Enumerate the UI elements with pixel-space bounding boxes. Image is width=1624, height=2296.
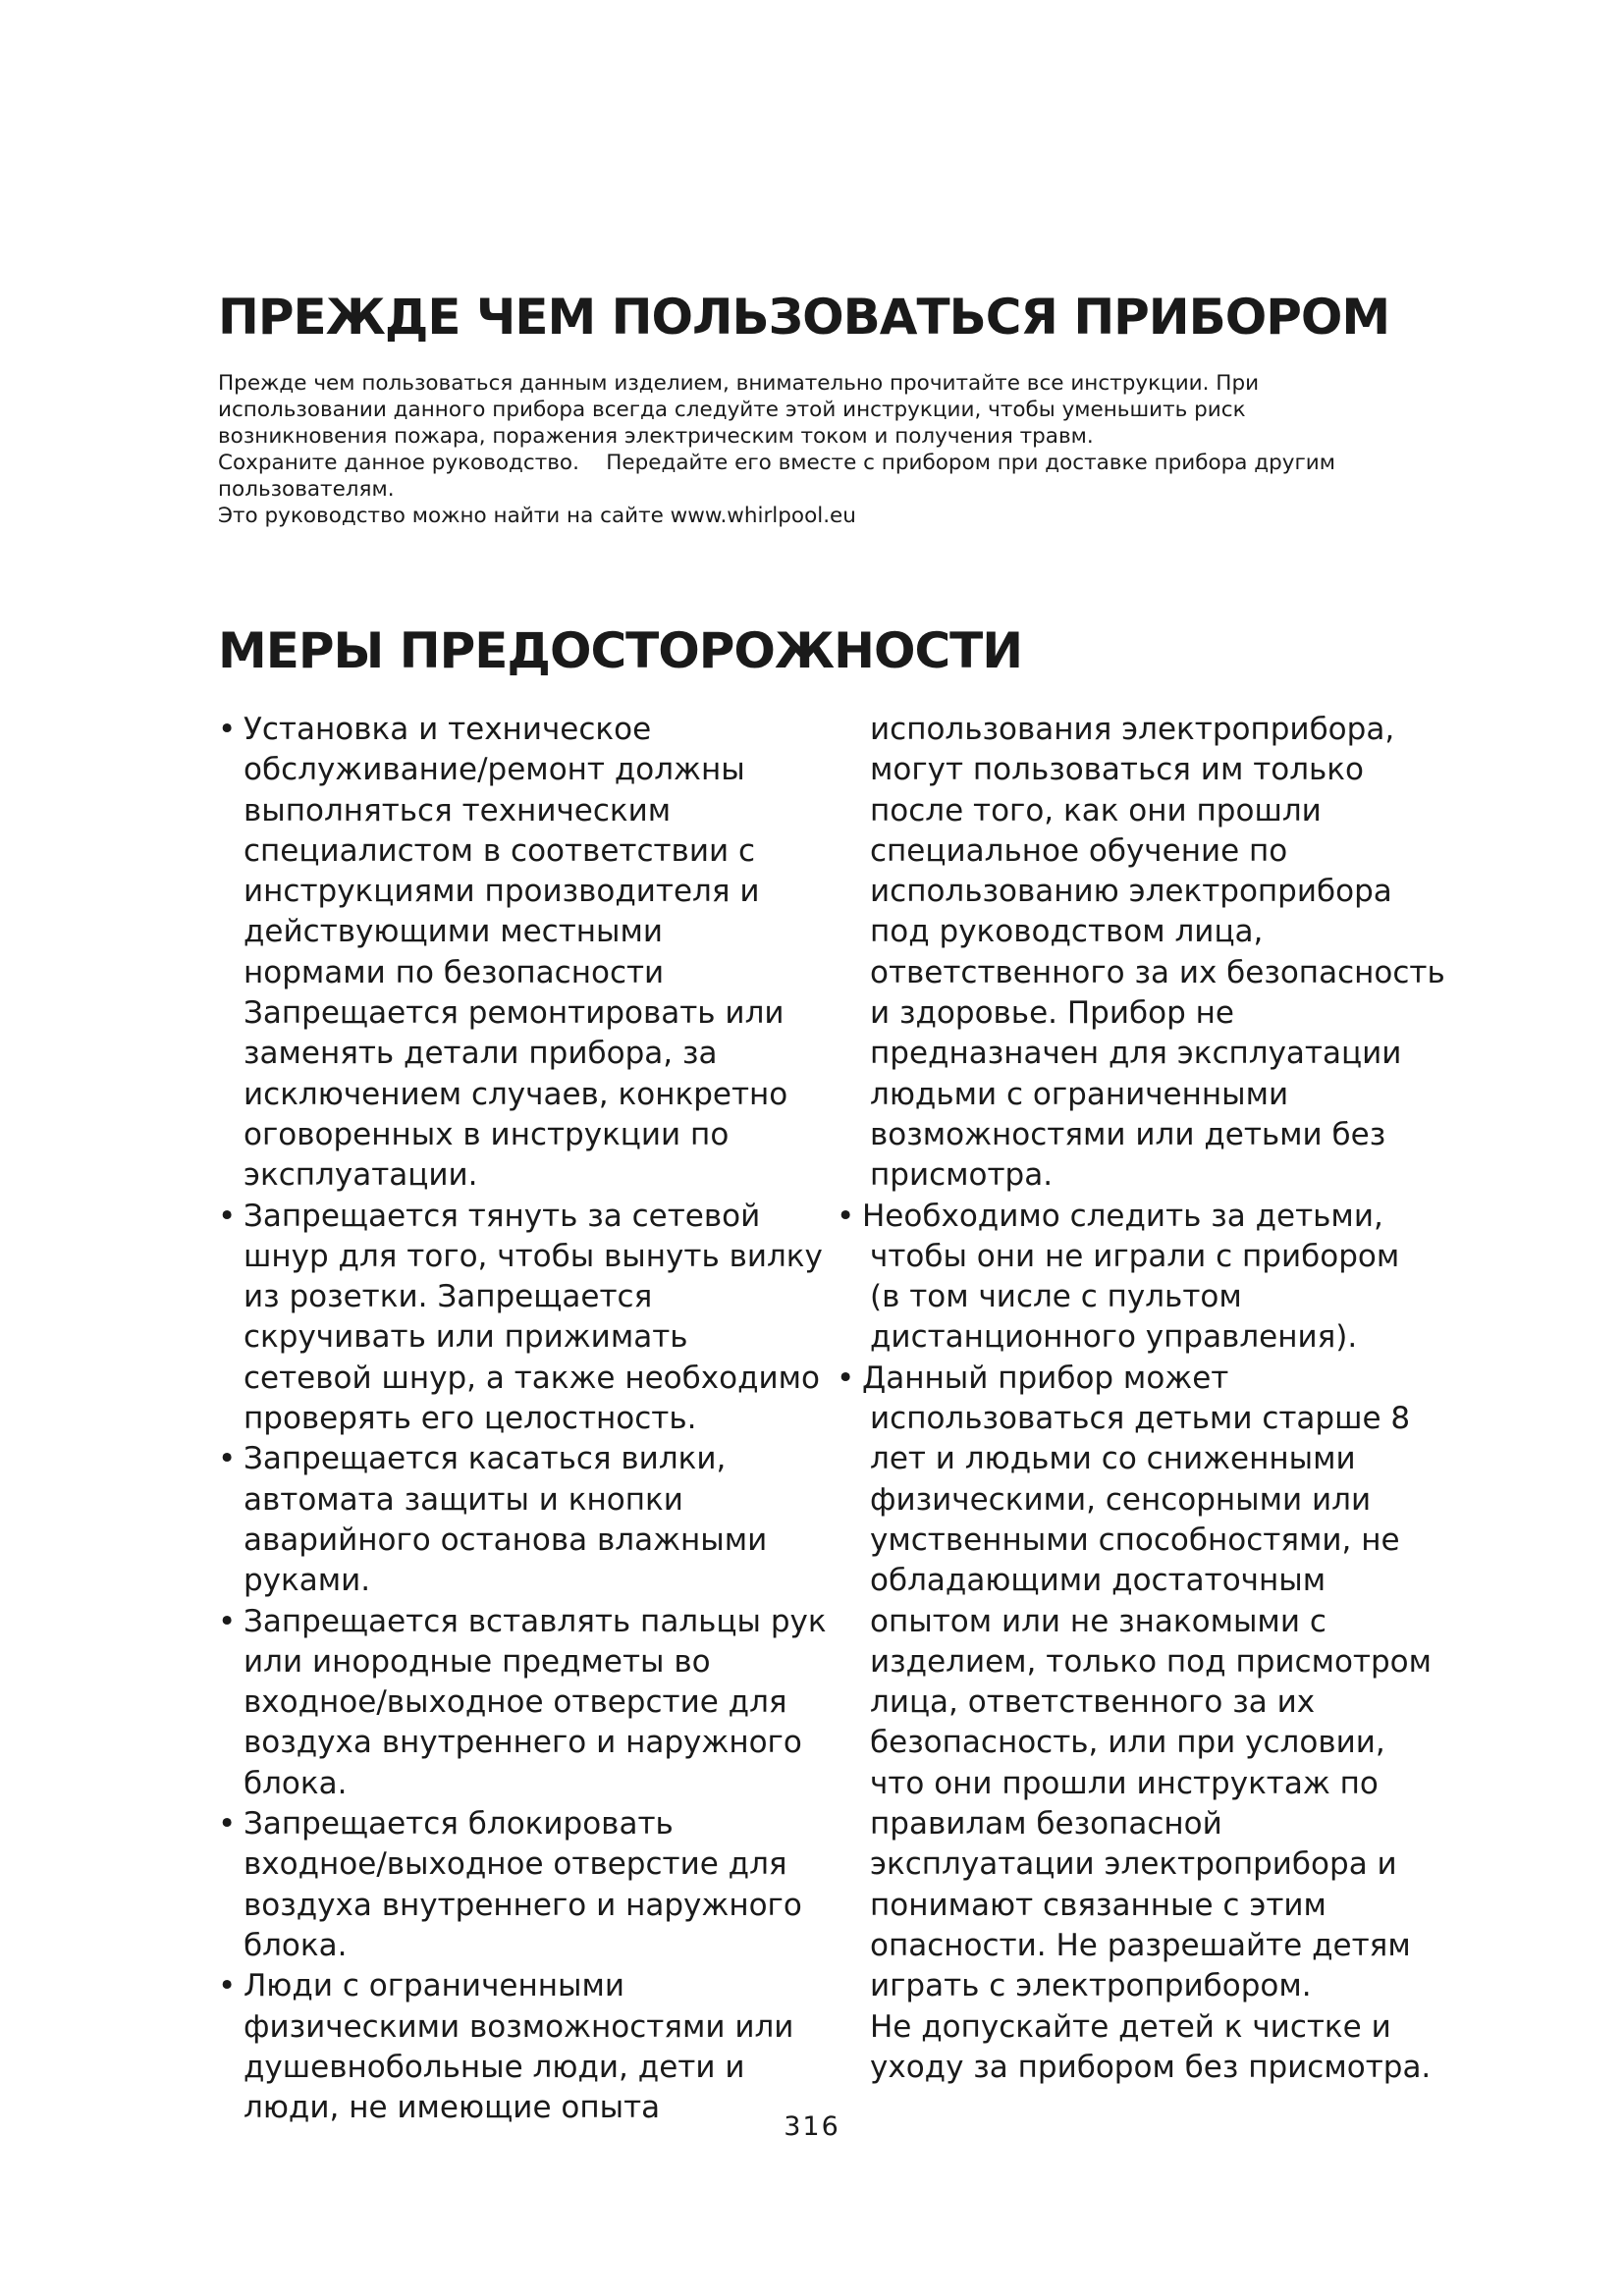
text-line: правилам безопасной [870,1806,1222,1842]
bullet-text: Запрещается вставлять пальцы рук [244,1603,827,1639]
text-line: блока. [244,1927,348,1963]
text-line: эксплуатации. [244,1157,478,1194]
text-line: и здоровье. Прибор не [870,995,1234,1032]
text-line: ответственного за их безопасность [870,954,1445,990]
bullet-item-line [218,1966,846,2006]
text-line: шнур для того, чтобы вынуть вилку [244,1238,823,1274]
text-line: входное/выходное отверстие для [244,1846,787,1883]
text-line: безопасность, или при условии, [870,1725,1385,1761]
text-line: использоваться детьми старше 8 [870,1401,1411,1437]
text-line: под руководством лица, [870,914,1264,950]
text-line: воздуха внутреннего и наружного [244,1887,802,1923]
text-line: физическими, сенсорными или [870,1481,1372,1518]
text-line: действующими местными [244,914,664,950]
right-column [837,710,1445,2088]
intro-line: пользователям. [218,477,395,502]
bullet-icon: • [218,1198,237,1234]
text-line: обладающими достаточным [870,1563,1326,1599]
bullet-icon: • [218,1806,237,1842]
text-line: нормами по безопасности [244,954,665,990]
text-line: выполняться техническим [244,792,672,828]
text-line: что они прошли инструктаж по [870,1765,1379,1801]
intro-paragraph [218,370,1435,529]
intro-line: возникновения пожара, поражения электрическим током и получения травм. [218,424,1094,449]
page-title: ПРЕЖДЕ ЧЕМ ПОЛЬЗОВАТЬСЯ ПРИБОРОМ [218,289,1390,346]
bullet-text: Запрещается касаться вилки, [244,1441,727,1477]
text-line: душевнобольные люди, дети и [244,2049,745,2085]
text-line: лица, ответственного за их [870,1684,1316,1721]
text-line: специальное обучение по [870,832,1288,869]
bullet-icon: • [218,1968,237,2004]
text-line: эксплуатации электроприбора и [870,1846,1397,1883]
text-line: возможностями или детьми без [870,1116,1386,1152]
text-line: или инородные предметы во [244,1643,711,1680]
text-line: лет и людьми со сниженными [870,1441,1356,1477]
intro-line: Это руководство можно найти на сайте www.whirlpool.eu [218,504,856,528]
bullet-text: Люди с ограниченными [244,1968,625,2004]
text-line: (в том числе с пультом [870,1279,1242,1315]
text-line: автомата защиты и кнопки [244,1481,683,1518]
text-line: специалистом в соответствии с [244,832,756,869]
bullet-item-line [218,1804,846,1844]
bullet-icon: • [218,1603,237,1639]
text-line: чтобы они не играли с прибором [870,1238,1400,1274]
text-line: заменять детали прибора, за [244,1036,718,1072]
text-line: аварийного останова влажными [244,1522,768,1558]
text-line: использования электроприбора, [870,712,1395,747]
text-line: руками. [244,1563,371,1599]
text-line: обслуживание/ремонт должны [244,752,745,788]
text-line: из розетки. Запрещается [244,1279,653,1315]
intro-line: использовании данного прибора всегда следуйте этой инструкции, чтобы уменьшить риск [218,398,1246,422]
bullet-icon: • [218,712,237,747]
text-line: воздуха внутреннего и наружного [244,1725,802,1761]
text-line: присмотра. [870,1157,1054,1194]
left-column [218,710,846,2128]
text-line: проверять его целостность. [244,1401,697,1437]
bullet-text: Запрещается блокировать [244,1806,674,1842]
text-line: скручивать или прижимать [244,1319,688,1356]
text-line: использованию электроприбора [870,874,1392,910]
text-line: инструкциями производителя и [244,874,760,910]
bullet-item-line [837,1359,1445,1399]
text-line: исключением случаев, конкретно [244,1076,788,1112]
bullet-icon: • [218,1441,237,1477]
text-line: люди, не имеющие опыта [244,2090,661,2126]
bullet-item-line [218,1602,846,1642]
bullet-item-line [837,1197,1445,1237]
text-line: физическими возможностями или [244,2008,794,2045]
text-line: входное/выходное отверстие для [244,1684,787,1721]
bullet-text: Установка и техническое [244,712,652,747]
text-line: дистанционного управления). [870,1319,1358,1356]
text-line: Запрещается ремонтировать или [244,995,785,1032]
text-line: людьми с ограниченными [870,1076,1289,1112]
bullet-text: Запрещается тянуть за сетевой [244,1198,761,1234]
bullet-item-line [218,1439,846,1479]
text-line: умственными способностями, не [870,1522,1400,1558]
intro-line: Сохраните данное руководство. Передайте его вместе с прибором при доставке прибора другим [218,451,1335,475]
text-line: оговоренных в инструкции по [244,1116,730,1152]
bullet-item-line [218,1197,846,1237]
text-line: могут пользоваться им только [870,752,1364,788]
bullet-icon: • [837,1360,855,1396]
section-title: МЕРЫ ПРЕДОСТОРОЖНОСТИ [218,622,1023,679]
bullet-text: Необходимо следить за детьми, [862,1198,1383,1234]
text-line: опасности. Не разрешайте детям [870,1927,1411,1963]
text-line: после того, как они прошли [870,792,1322,828]
bullet-icon: • [837,1198,855,1234]
bullet-text: Данный прибор может [862,1360,1229,1396]
text-line: предназначен для эксплуатации [870,1036,1402,1072]
page-number: 316 [784,2111,840,2142]
text-line: понимают связанные с этим [870,1887,1326,1923]
text-line: изделием, только под присмотром [870,1643,1433,1680]
text-line: опытом или не знакомыми с [870,1603,1326,1639]
text-line: сетевой шнур, а также необходимо [244,1360,821,1396]
text-line: блока. [244,1765,348,1801]
text-line: Не допускайте детей к чистке и [870,2008,1391,2045]
text-line: играть с электроприбором. [870,1968,1312,2004]
intro-line: Прежде чем пользоваться данным изделием, внимательно прочитайте все инструкции. При [218,371,1260,396]
text-line: уходу за прибором без присмотра. [870,2049,1432,2085]
bullet-item-line [218,710,846,750]
